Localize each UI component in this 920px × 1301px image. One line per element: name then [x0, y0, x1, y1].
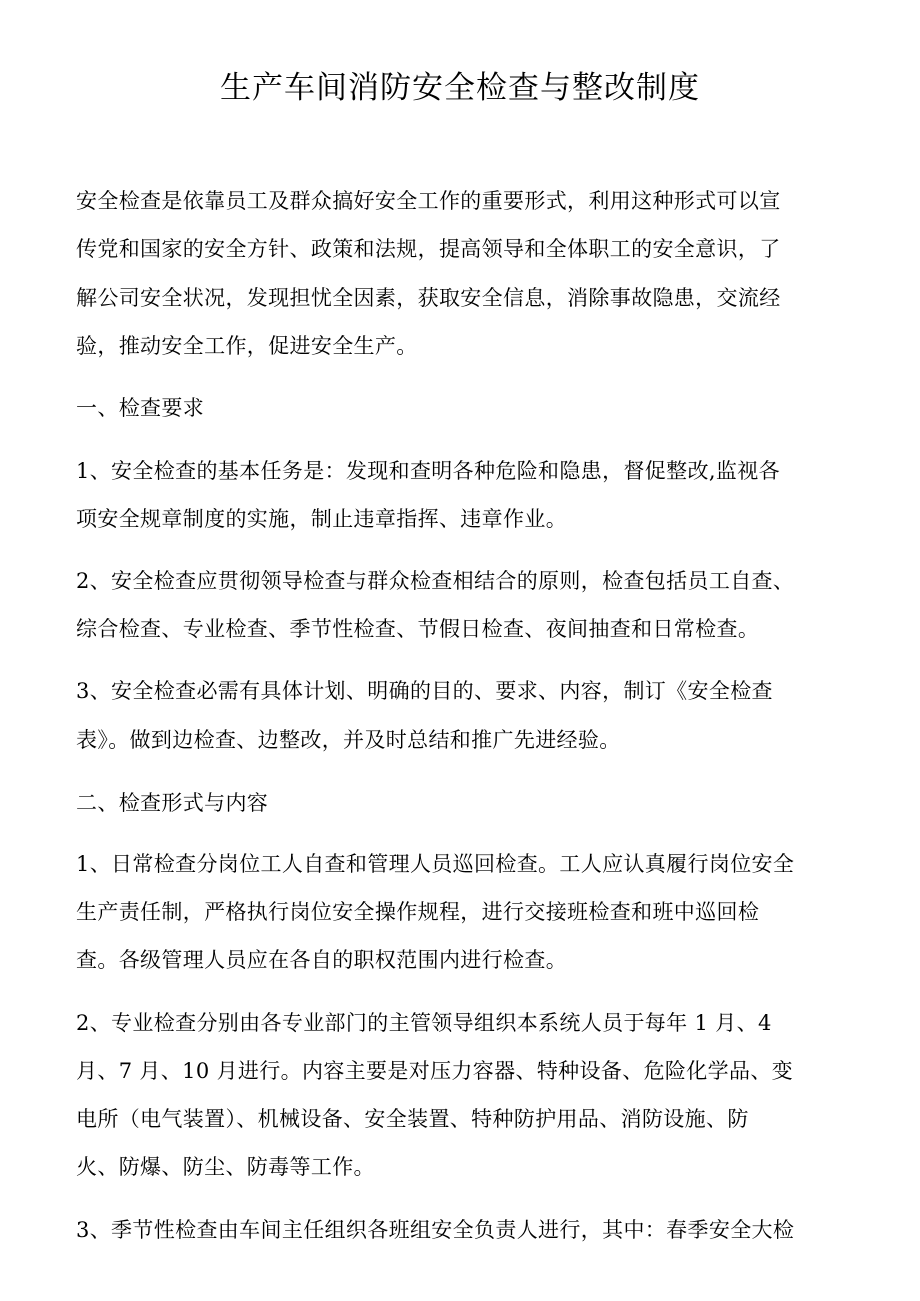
paragraph-line: 生产责任制，严格执行岗位安全操作规程，进行交接班检查和班中巡回检 — [76, 900, 760, 924]
paragraph-line: 查。各级管理人员应在各自的职权范围内进行检查。 — [76, 948, 568, 972]
paragraph-line: 火、防爆、防尘、防毒等工作。 — [76, 1155, 375, 1179]
paragraph-line: 表》。做到边检查、边整改，并及时总结和推广先进经验。 — [76, 728, 621, 752]
paragraph-line: 解公司安全状况，发现担忧全因素，获取安全信息，消除事故隐患，交流经 — [76, 286, 781, 310]
paragraph-line: 安全检查是依靠员工及群众搞好安全工作的重要形式，利用这种形式可以宣 — [76, 189, 781, 213]
paragraph-line: 1、日常检查分岗位工人自查和管理人员巡回检查。工人应认真履行岗位安全 — [76, 852, 795, 876]
paragraph-line: 传党和国家的安全方针、政策和法规，提高领导和全体职工的安全意识，了 — [76, 237, 781, 261]
paragraph-line: 2、专业检查分别由各专业部门的主管领导组织本系统人员于每年 1 月、4 — [76, 1011, 772, 1035]
section-heading: 一、检查要求 — [76, 396, 205, 420]
paragraph-line: 2、安全检查应贯彻领导检查与群众检查相结合的原则，检查包括员工自查、 — [76, 569, 795, 593]
paragraph-line: 3、安全检查必需有具体计划、明确的目的、要求、内容，制订《安全检查 — [76, 679, 773, 703]
paragraph-line: 电所（电气装置）、机械设备、安全装置、特种防护用品、消防设施、防 — [76, 1107, 749, 1131]
paragraph-line: 1、安全检查的基本任务是：发现和查明各种危险和隐患，督促整改,监视各 — [76, 459, 780, 483]
paragraph-line: 项安全规章制度的实施，制止违章指挥、违章作业。 — [76, 507, 568, 531]
paragraph-line: 综合检查、专业检查、季节性检查、节假日检查、夜间抽查和日常检查。 — [76, 617, 760, 641]
paragraph-line: 验，推动安全工作，促进安全生产。 — [76, 334, 418, 358]
document-title: 生产车间消防安全检查与整改制度 — [220, 70, 700, 106]
section-heading: 二、检查形式与内容 — [76, 791, 269, 815]
paragraph-line: 月、7 月、10 月进行。内容主要是对压力容器、特种设备、危险化学品、变 — [76, 1059, 794, 1083]
paragraph-line: 3、季节性检查由车间主任组织各班组安全负责人进行，其中：春季安全大检 — [76, 1218, 795, 1242]
